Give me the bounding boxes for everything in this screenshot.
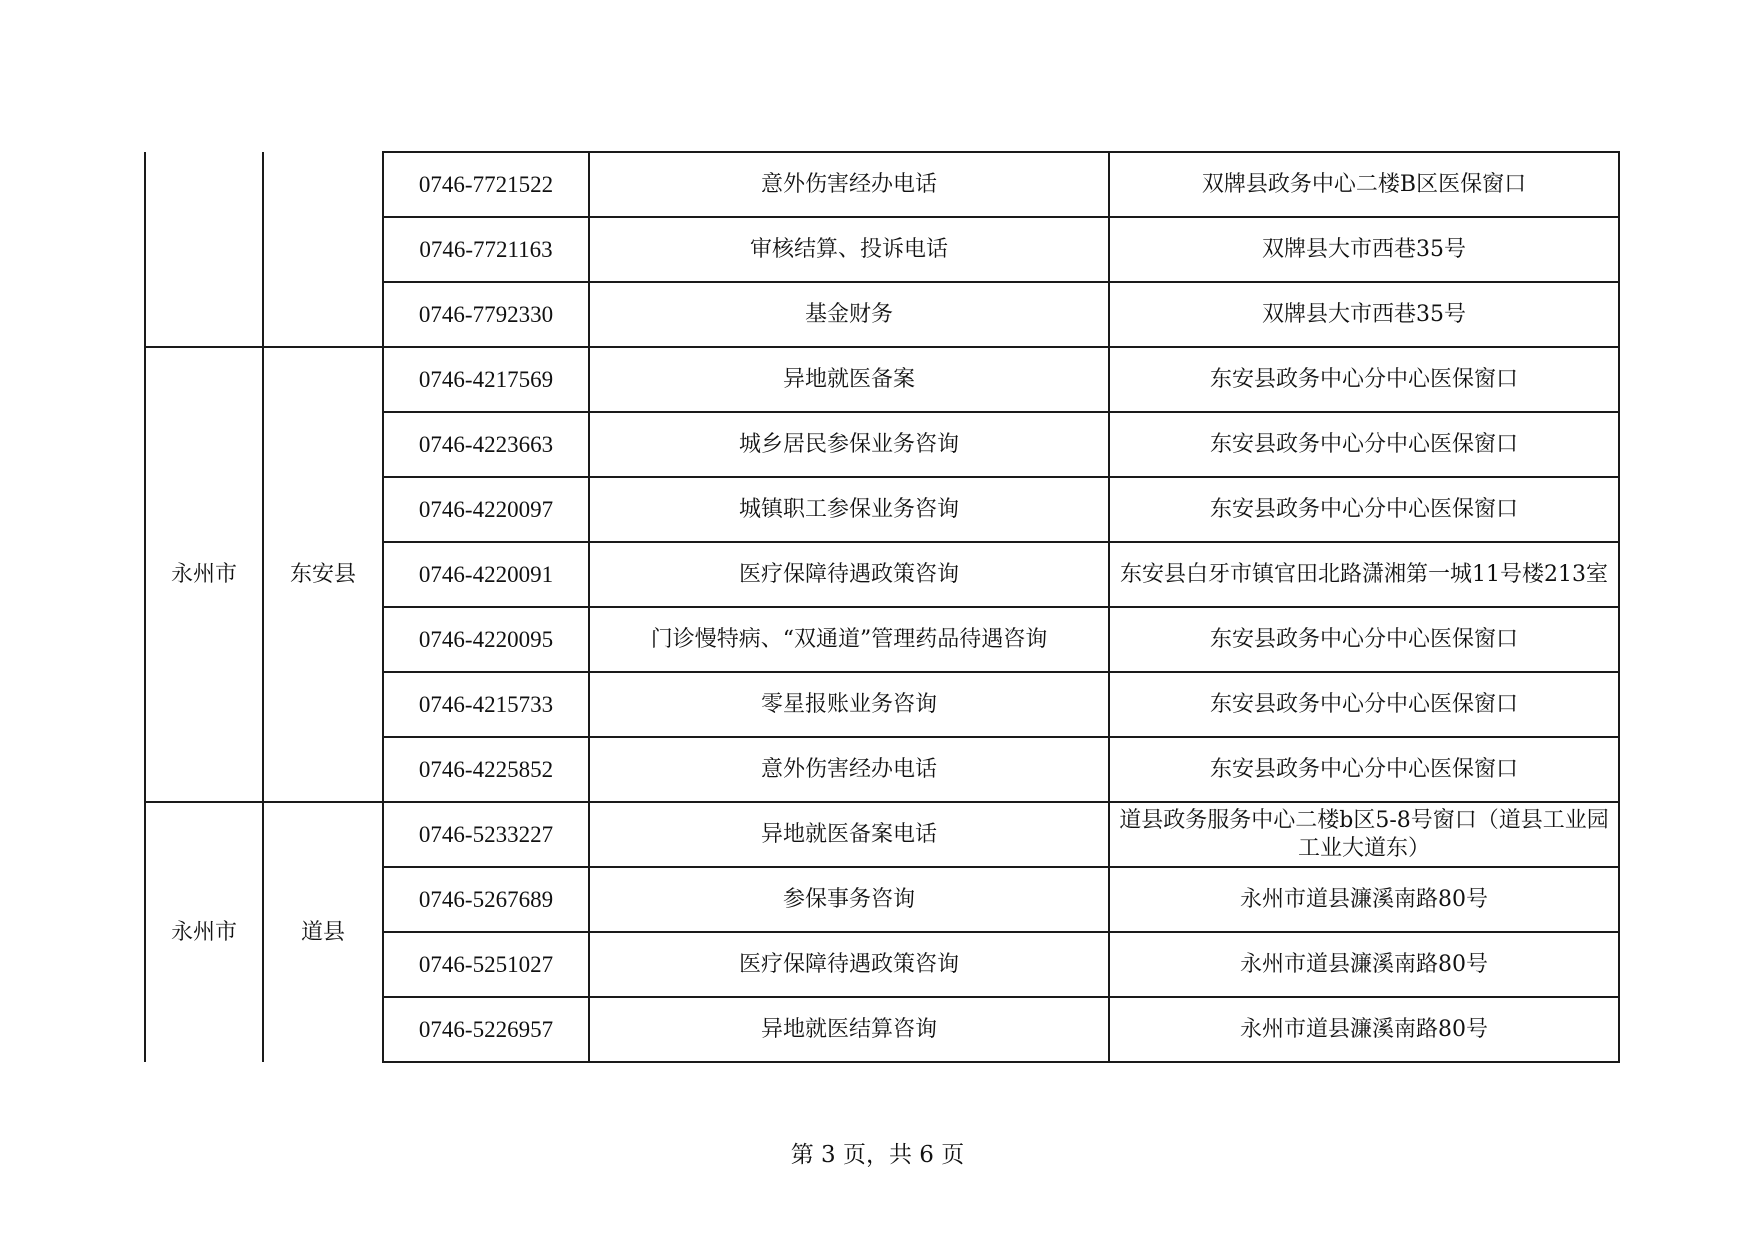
table-row bbox=[145, 152, 1619, 217]
address-cell: 东安县政务中心分中心医保窗口 bbox=[1109, 477, 1619, 542]
phone-cell: 0746-4225852 bbox=[383, 737, 589, 802]
contact-table-container bbox=[144, 151, 1620, 1063]
phone-cell: 0746-5267689 bbox=[383, 867, 589, 932]
table-row bbox=[145, 802, 1619, 867]
address-cell: 东安县政务中心分中心医保窗口 bbox=[1109, 607, 1619, 672]
phone-cell: 0746-4220091 bbox=[383, 542, 589, 607]
city-cell bbox=[145, 152, 263, 347]
business-cell: 基金财务 bbox=[589, 282, 1109, 347]
city-cell: 永州市 bbox=[145, 347, 263, 802]
phone-cell: 0746-5233227 bbox=[383, 802, 589, 867]
page-footer: 第 3 页，共 6 页 bbox=[790, 1142, 965, 1168]
table-row bbox=[145, 347, 1619, 412]
business-cell: 门诊慢特病、“双通道”管理药品待遇咨询 bbox=[589, 607, 1109, 672]
county-cell: 道县 bbox=[263, 802, 383, 1062]
county-cell: 东安县 bbox=[263, 347, 383, 802]
address-cell: 双牌县政务中心二楼B区医保窗口 bbox=[1109, 152, 1619, 217]
address-cell: 双牌县大市西巷35号 bbox=[1109, 217, 1619, 282]
business-cell: 异地就医结算咨询 bbox=[589, 997, 1109, 1062]
business-cell: 意外伤害经办电话 bbox=[589, 152, 1109, 217]
phone-cell: 0746-4215733 bbox=[383, 672, 589, 737]
address-cell: 东安县政务中心分中心医保窗口 bbox=[1109, 412, 1619, 477]
address-cell: 永州市道县濂溪南路80号 bbox=[1109, 997, 1619, 1062]
phone-cell: 0746-5251027 bbox=[383, 932, 589, 997]
address-cell: 东安县政务中心分中心医保窗口 bbox=[1109, 347, 1619, 412]
phone-cell: 0746-4223663 bbox=[383, 412, 589, 477]
address-cell: 东安县白牙市镇官田北路潇湘第一城11号楼213室 bbox=[1109, 542, 1619, 607]
address-cell: 东安县政务中心分中心医保窗口 bbox=[1109, 672, 1619, 737]
business-cell: 参保事务咨询 bbox=[589, 867, 1109, 932]
phone-cell: 0746-7721163 bbox=[383, 217, 589, 282]
phone-cell: 0746-7721522 bbox=[383, 152, 589, 217]
address-cell: 永州市道县濂溪南路80号 bbox=[1109, 867, 1619, 932]
phone-cell: 0746-7792330 bbox=[383, 282, 589, 347]
business-cell: 意外伤害经办电话 bbox=[589, 737, 1109, 802]
address-cell: 东安县政务中心分中心医保窗口 bbox=[1109, 737, 1619, 802]
address-cell: 双牌县大市西巷35号 bbox=[1109, 282, 1619, 347]
business-cell: 城镇职工参保业务咨询 bbox=[589, 477, 1109, 542]
business-cell: 审核结算、投诉电话 bbox=[589, 217, 1109, 282]
business-cell: 医疗保障待遇政策咨询 bbox=[589, 542, 1109, 607]
county-cell bbox=[263, 152, 383, 347]
business-cell: 异地就医备案电话 bbox=[589, 802, 1109, 867]
business-cell: 医疗保障待遇政策咨询 bbox=[589, 932, 1109, 997]
business-cell: 异地就医备案 bbox=[589, 347, 1109, 412]
city-cell: 永州市 bbox=[145, 802, 263, 1062]
phone-cell: 0746-4217569 bbox=[383, 347, 589, 412]
contact-table bbox=[144, 151, 1620, 1063]
address-cell: 道县政务服务中心二楼b区5-8号窗口（道县工业园工业大道东） bbox=[1109, 802, 1619, 867]
address-cell: 永州市道县濂溪南路80号 bbox=[1109, 932, 1619, 997]
phone-cell: 0746-4220097 bbox=[383, 477, 589, 542]
phone-cell: 0746-5226957 bbox=[383, 997, 589, 1062]
phone-cell: 0746-4220095 bbox=[383, 607, 589, 672]
business-cell: 零星报账业务咨询 bbox=[589, 672, 1109, 737]
business-cell: 城乡居民参保业务咨询 bbox=[589, 412, 1109, 477]
